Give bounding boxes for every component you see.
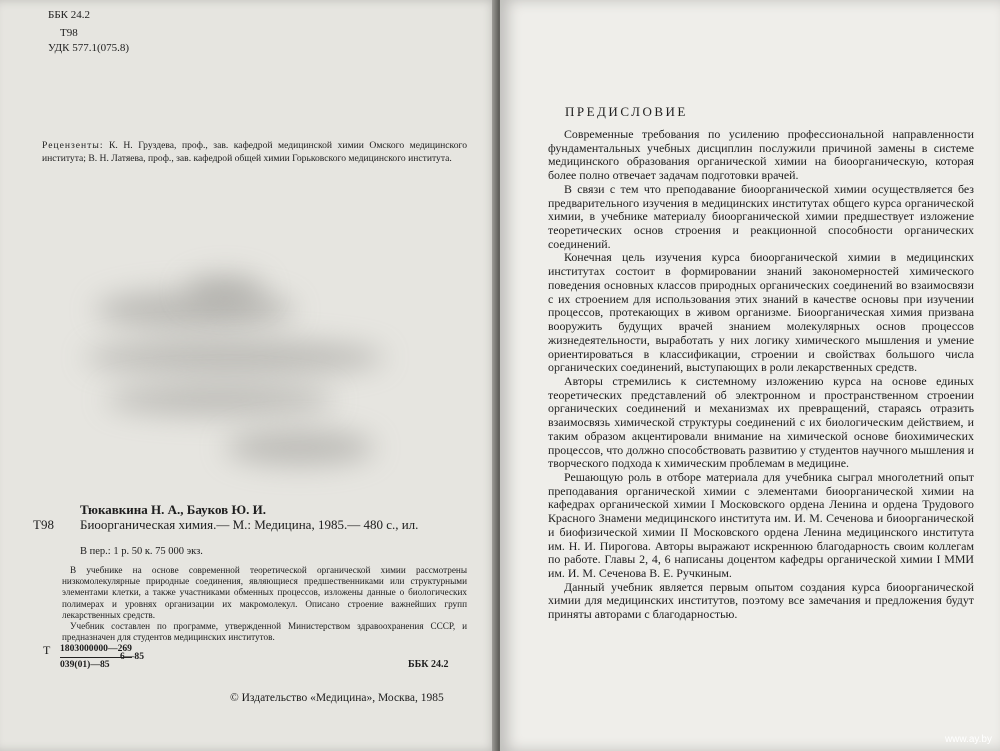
reviewers-block [42,140,467,165]
preface-title: ПРЕДИСЛОВИЕ [565,104,688,119]
catalog-code-letter: Т [43,643,51,657]
publisher-line: © Издательство «Медицина», Москва, 1985 [230,692,444,704]
catalog-author-line: Тюкавкина Н. А., Бауков Ю. И. [80,502,266,517]
preface-paragraph: Решающую роль в отборе материала для учебника сыграл многолетний опыт преподавания органической химии с элементами биоорганической химии на кафедрах органической химии I Московского ордена Ленина и ордена Трудового Красного Знамени медицинского института им. И. М. Сеченова и биоорганической и биофизической химии II Московского ордена Ленина медицинского института им. Н. И. Пирогова. Авторы выражают искреннюю благодарность своим коллегам по работе. Главы 2, 4, 6 написаны доцентом кафедры органической химии I ММИ им. И. М. Сеченова В. Е. Ручкиным. [548,469,974,580]
bbk-code-top: ББК 24.2 [48,9,90,21]
price-line: В пер.: 1 р. 50 к. 75 000 экз. [80,546,203,557]
catalog-author-mark: Т98 [33,517,54,532]
reviewers-text: К. Н. Груздева, проф., зав. кафедрой медицинской химии Омского медицинского института; В. Н. Латяева, проф., зав. кафедрой общей химии Горьковского медицинского института. [42,140,467,164]
preface-paragraph: Авторы стремились к системному изложению курса на основе единых теоретических представлений об электронном и пространственном строении органических соединений и механизмах их превращений, стараясь отразить взаимосвязь химической структуры соединений с их биологическим действием, и таким образом акцентировали внимание на химической основе биохимических процессов, что должно способствовать развитию у студентов научного мышления и творческого подхода к химическим проблемам в медицине. [548,373,974,471]
annotation-paragraph: Учебник составлен по программе, утвержденной Министерством здравоохранения СССР, и предназначен для студентов медицинских институтов. [62,621,467,643]
right-page [500,0,1000,751]
author-mark-top: Т98 [60,27,78,39]
bbk-code-catalog: ББК 24.2 [408,659,449,670]
catalog-code-numerator: 1803000000—269 [60,643,132,654]
reviewers-label: Рецензенты: [42,140,104,151]
left-page [0,0,498,751]
preface-paragraph: Современные требования по усилению профессиональной направленности фундаментальных учебных дисциплин послужили причиной замены в системе медицинского образования органической химии на биоорганическую, которая более полно отвечает задачам подготовки врачей. [548,127,974,183]
preface-paragraph: В связи с тем что преподавание биоорганической химии осуществляется без предварительного изучения в медицинских институтах общего курса органической химии, в учебнике материалу биоорганической химии предшествует изложение теоретических основ строения и реакционной способности органических соединений. [548,181,974,251]
udk-code: УДК 577.1(075.8) [48,42,130,54]
preface-paragraph: Данный учебник является первым опытом создания курса биоорганической химии для медицинских институтов, поэтому все замечания и предложения будут приняты авторами с благодарностью. [548,579,974,622]
preface-body [548,128,974,622]
site-watermark: www.ay.by [944,734,992,745]
blurred-stamp [75,270,395,480]
annotation-block [62,565,467,643]
catalog-code-denominator: 039(01)—85 [60,659,110,670]
catalog-code-middle: 6—85 [120,651,144,662]
annotation-paragraph: В учебнике на основе современной теоретической органической химии рассмотрены низкомолекулярные природные соединения, являющиеся предшественниками или структурными элементами клетки, а также участниками обменных процессов, изложены данные о биологических полимерах и уровнях организации их макромолекул. Описано строение важнейших групп лекарственных средств. [62,565,467,620]
preface-paragraph: Конечная цель изучения курса биоорганической химии в медицинских институтах состоит в формировании знаний закономерностей химического поведения основных классов природных органических соединений во взаимосвязи с их строением для использования этих знаний в качестве основы при изучении процессов, протекающих в живом организме. Биоорганическая химия призвана вооружить будущих врачей знанием молекулярных основ процессов жизнедеятельности, выработать у них логику химического мышления и умение ориентироваться в классификации, строении и свойствах большого числа органических соединений, выступающих в роли лекарственных средств. [548,250,974,375]
catalog-title-line: Биоорганическая химия.— М.: Медицина, 1985.— 480 с., ил. [80,517,419,532]
